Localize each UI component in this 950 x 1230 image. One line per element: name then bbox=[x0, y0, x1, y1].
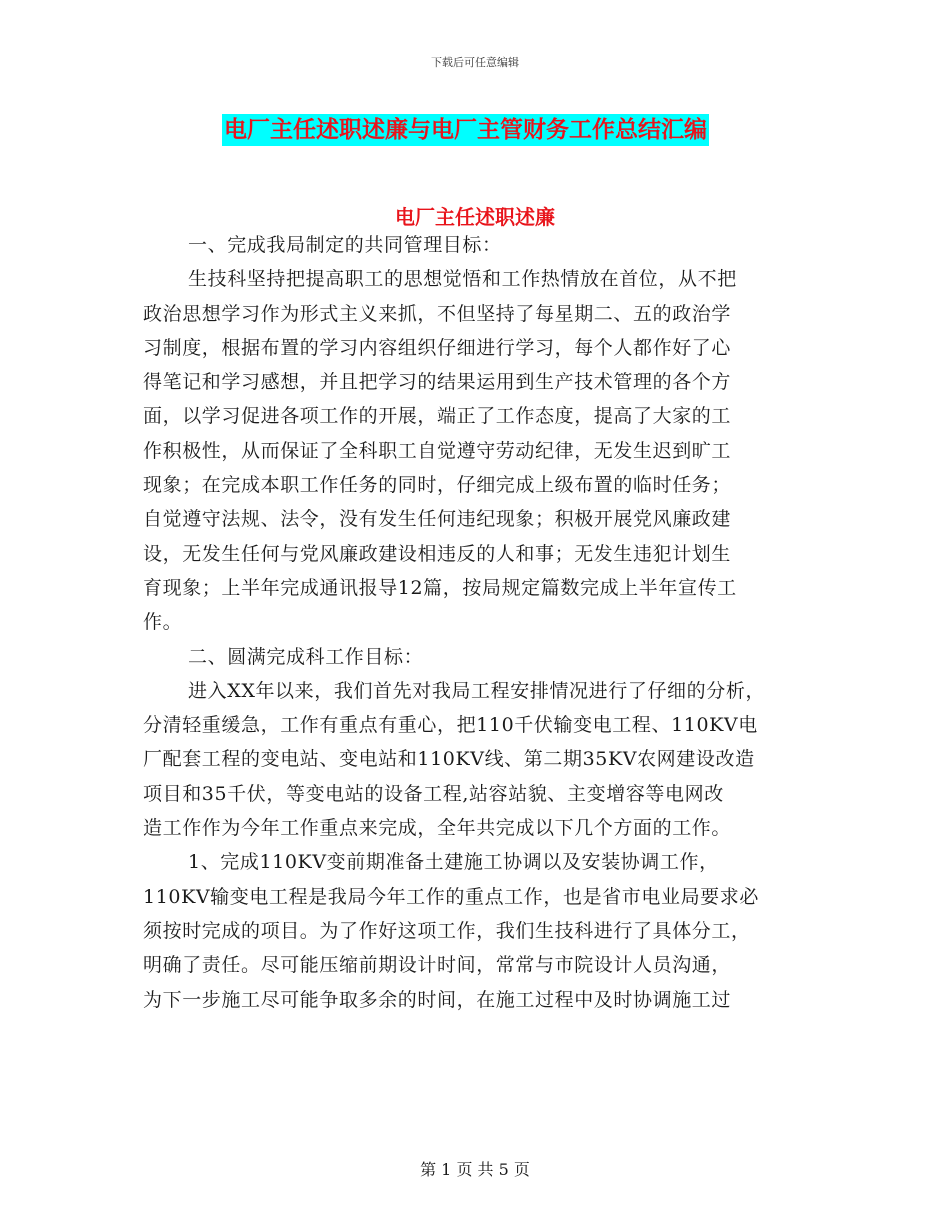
page-number: 第 1 页 共 5 页 bbox=[420, 1160, 530, 1179]
paragraph-line: 设，无发生任何与党风廉政建设相违反的人和事；无发生违犯计划生 bbox=[143, 542, 732, 565]
paragraph-line: 作。 bbox=[143, 611, 183, 634]
paragraph-line: 进入XX年以来，我们首先对我局工程安排情况进行了仔细的分析， bbox=[188, 679, 766, 702]
paragraph-line: 须按时完成的项目。为了作好这项工作，我们生技科进行了具体分工， bbox=[143, 919, 751, 942]
heading-line-2: 二、圆满完成科工作目标： bbox=[188, 645, 424, 668]
paragraph-line: 造工作作为今年工作重点来完成，全年共完成以下几个方面的工作。 bbox=[143, 817, 732, 840]
paragraph-line: 自觉遵守法规、法令，没有发生任何违纪现象；积极开展党风廉政建 bbox=[143, 508, 732, 531]
paragraph-line: 现象；在完成本职工作任务的同时，仔细完成上级布置的临时任务； bbox=[143, 474, 732, 497]
paragraph-line: 面，以学习促进各项工作的开展，端正了工作态度，提高了大家的工 bbox=[143, 405, 732, 428]
paragraph-line: 政治思想学习作为形式主义来抓，不但坚持了每星期二、五的政治学 bbox=[143, 302, 732, 325]
paragraph-line: 厂配套工程的变电站、变电站和110KV线、第二期35KV农网建设改造 bbox=[143, 748, 755, 771]
heading-line-1: 一、完成我局制定的共同管理目标： bbox=[188, 234, 502, 256]
paragraph-line: 作积极性，从而保证了全科职工自觉遵守劳动纪律，无发生迟到旷工 bbox=[143, 439, 732, 462]
paragraph-line: 得笔记和学习感想，并且把学习的结果运用到生产技术管理的各个方 bbox=[143, 371, 732, 394]
paragraph-line: 明确了责任。尽可能压缩前期设计时间，常常与市院设计人员沟通， bbox=[143, 954, 732, 977]
section-title: 电厂主任述职述廉 bbox=[395, 205, 555, 229]
subheading-line: 1、完成110KV变前期准备土建施工协调以及安装协调工作， bbox=[188, 851, 719, 874]
paragraph-line: 110KV输变电工程是我局今年工作的重点工作，也是省市电业局要求必 bbox=[143, 885, 759, 908]
paragraph-line: 分清轻重缓急，工作有重点有重心，把110千伏输变电工程、110KV电 bbox=[143, 714, 758, 737]
paragraph-line: 育现象；上半年完成通讯报导12篇，按局规定篇数完成上半年宣传工 bbox=[143, 576, 737, 599]
document-title: 电厂主任述职述廉与电厂主管财务工作总结汇编 bbox=[222, 114, 709, 146]
header-note: 下载后可任意编辑 bbox=[431, 56, 519, 69]
document-body bbox=[143, 228, 815, 1017]
paragraph-line: 习制度，根据布置的学习内容组织仔细进行学习，每个人都作好了心 bbox=[143, 336, 732, 359]
paragraph-line: 项目和35千伏，等变电站的设备工程,站容站貌、主变增容等电网改 bbox=[143, 782, 724, 805]
paragraph-line: 为下一步施工尽可能争取多余的时间，在施工过程中及时协调施工过 bbox=[143, 988, 732, 1011]
paragraph-line: 生技科坚持把提高职工的思想觉悟和工作热情放在首位，从不把 bbox=[188, 268, 737, 291]
